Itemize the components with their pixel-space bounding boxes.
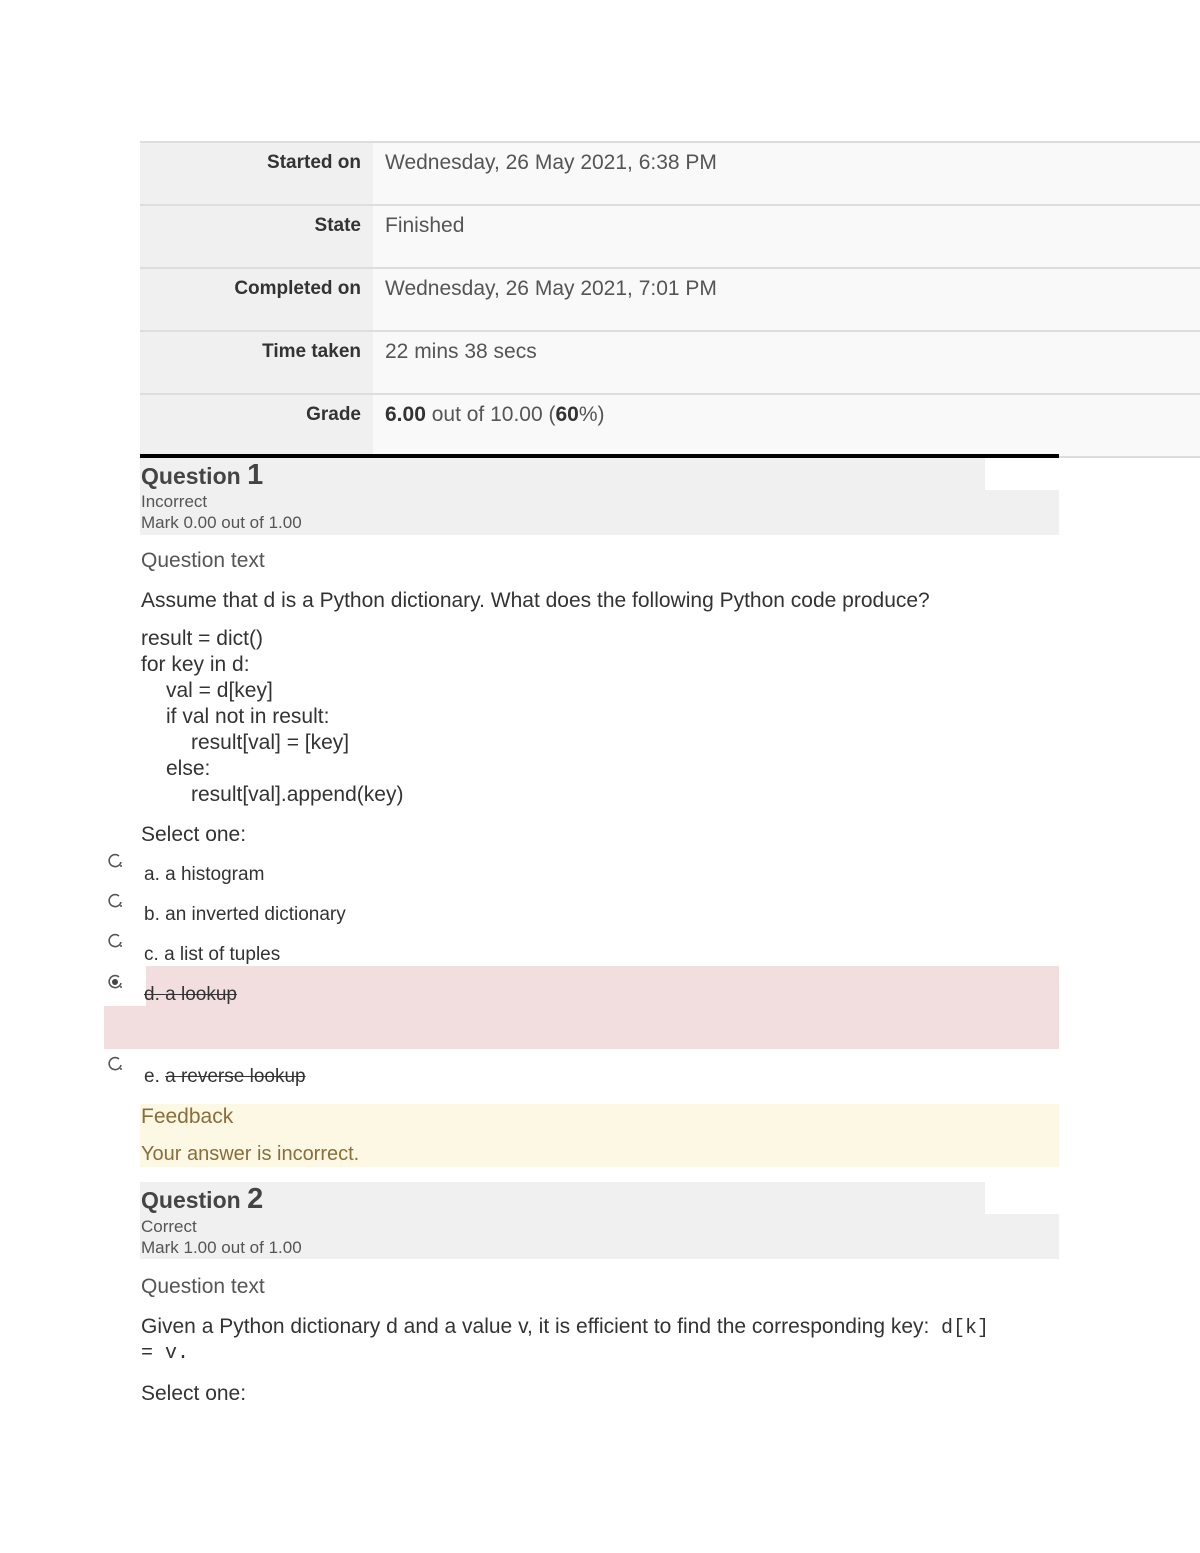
question-2-state: Correct [141, 1217, 197, 1236]
question-word: Question [141, 463, 248, 489]
option-text: an inverted dictionary [165, 904, 346, 925]
code-line: if val not in result: [166, 705, 330, 728]
summary-row-time-taken [140, 332, 1200, 395]
question-1-header [140, 458, 985, 490]
question-1-text-label: Question text [141, 549, 265, 572]
option-letter: d. [144, 984, 166, 1005]
option-letter: b. [144, 904, 166, 925]
feedback-text: Your answer is incorrect. [141, 1143, 360, 1165]
question-2-header [140, 1182, 985, 1214]
question-2-title [141, 1183, 263, 1216]
incorrect-answer-highlight [146, 966, 1059, 1006]
option-letter: e. [144, 1066, 166, 1087]
summary-value: Finished [373, 206, 1200, 267]
radio-option-d-selected[interactable] [106, 973, 124, 991]
grade-percent: 60 [555, 403, 579, 426]
summary-row-state [140, 206, 1200, 269]
question-1-prompt: Assume that d is a Python dictionary. What does the following Python code produce? [141, 589, 930, 612]
summary-row-started [140, 143, 1200, 206]
question-2-text-label: Question text [141, 1275, 265, 1298]
option-text: a histogram [165, 864, 265, 885]
grade-end: %) [578, 403, 605, 426]
radio-option-c[interactable] [106, 932, 124, 950]
question-2-mark: Mark 1.00 out of 1.00 [141, 1238, 302, 1257]
grade-value [373, 395, 1200, 456]
grade-out-of: out of 10.00 ( [425, 403, 556, 426]
code-line: else: [166, 757, 211, 780]
option-letter: c. [144, 944, 165, 965]
radio-option-a[interactable] [106, 852, 124, 870]
code-line: val = d[key] [166, 679, 273, 702]
summary-label: Completed on [140, 269, 373, 330]
code-line: result[val].append(key) [191, 783, 404, 806]
question-1-mark: Mark 0.00 out of 1.00 [141, 513, 302, 532]
prompt-text: Given a Python dictionary d and a value v, it is efficient to find the corresponding key: [141, 1315, 930, 1338]
attempt-summary-table [140, 141, 1200, 458]
question-1-select-label: Select one: [141, 823, 247, 846]
summary-label: Started on [140, 143, 373, 204]
summary-label: Time taken [140, 332, 373, 393]
option-a[interactable] [144, 864, 264, 886]
radio-option-b[interactable] [106, 892, 124, 910]
question-word: Question [141, 1187, 248, 1213]
option-b[interactable] [144, 904, 346, 926]
prompt-code: d[k] [941, 1317, 990, 1340]
option-e[interactable] [144, 1066, 306, 1088]
radio-option-e[interactable] [106, 1055, 124, 1073]
question-2-prompt-code-continued: = v. [141, 1342, 190, 1365]
summary-row-completed [140, 269, 1200, 332]
option-text: a lookup [165, 984, 237, 1005]
question-1-state: Incorrect [141, 492, 208, 511]
summary-value: 22 mins 38 secs [373, 332, 1200, 393]
code-line: result[val] = [key] [191, 731, 350, 754]
summary-value: Wednesday, 26 May 2021, 7:01 PM [373, 269, 1200, 330]
option-c[interactable] [144, 944, 280, 966]
option-letter: a. [144, 864, 166, 885]
incorrect-answer-highlight-lower [104, 1006, 1059, 1049]
option-text: a reverse lookup [165, 1066, 306, 1087]
question-2-prompt [141, 1315, 989, 1340]
summary-label: Grade [140, 395, 373, 456]
code-line: for key in d: [141, 653, 250, 676]
summary-row-grade [140, 395, 1200, 458]
option-text: a list of tuples [164, 944, 281, 965]
question-number: 2 [247, 1183, 264, 1215]
summary-label: State [140, 206, 373, 267]
option-d[interactable] [144, 984, 237, 1006]
question-number: 1 [247, 459, 264, 491]
question-1-title [141, 459, 263, 492]
feedback-title: Feedback [141, 1105, 234, 1128]
code-line: result = dict() [141, 627, 263, 650]
question-2-select-label: Select one: [141, 1382, 247, 1405]
grade-score: 6.00 [385, 403, 426, 426]
summary-value: Wednesday, 26 May 2021, 6:38 PM [373, 143, 1200, 204]
